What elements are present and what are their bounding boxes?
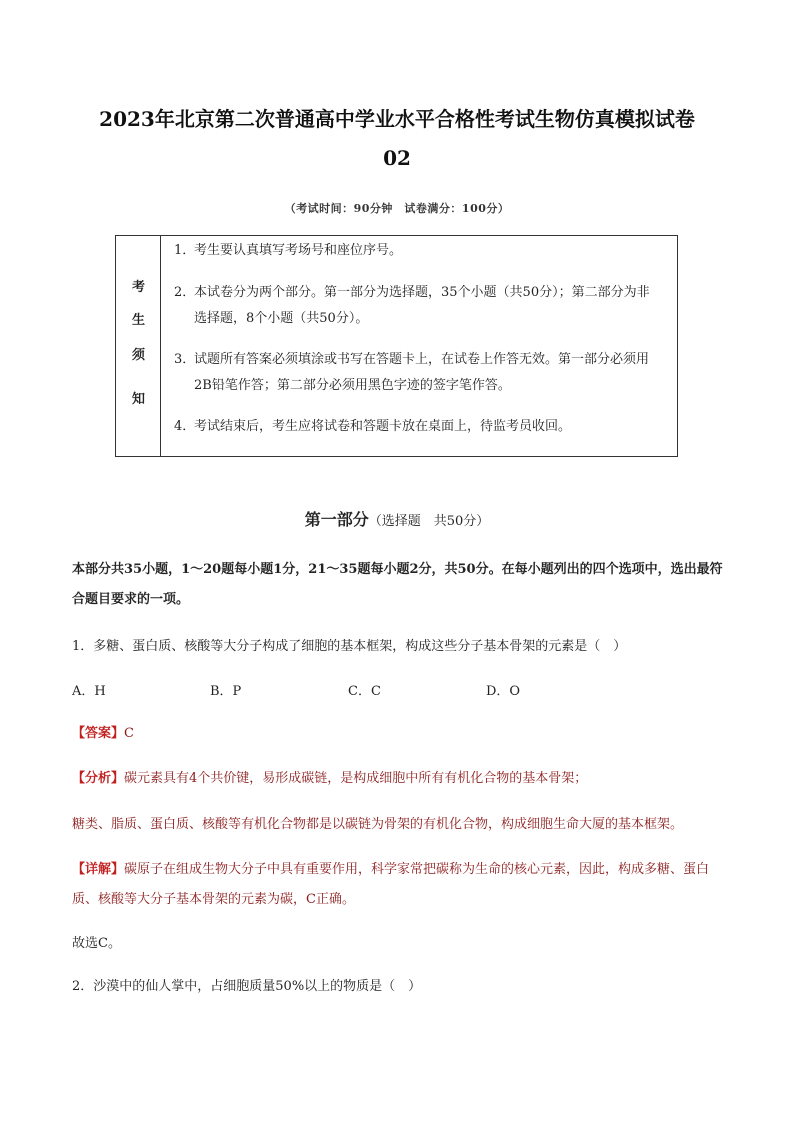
option-a: A．H <box>72 684 106 699</box>
analysis-text-continued: 糖类、脂质、蛋白质、核酸等有机化合物都是以碳链为骨架的有机化合物，构成细胞生命大厦的基本框架。 <box>72 817 684 832</box>
analysis-text: 碳元素具有4个共价键，易形成碳链，是构成细胞中所有有机化合物的基本骨架； <box>124 771 588 786</box>
notice-item-text: 考试结束后，考生应将试卷和答题卡放在桌面上，待监考员收回。 <box>194 419 572 434</box>
detail-tag: 【详解】 <box>72 862 125 877</box>
notice-item <box>174 347 664 399</box>
section-subtitle: （选择题 共50分） <box>368 514 490 529</box>
question-stem: 1．多糖、蛋白质、核酸等大分子构成了细胞的基本框架，构成这些分子基本骨架的元素是（ ） <box>72 639 627 654</box>
notice-item <box>174 280 664 332</box>
section-instructions: 本部分共35小题，1～20题每小题1分，21～35题每小题2分，共50分。在每小题列出的四个选项中，选出最符合题目要求的一项。 <box>72 562 723 607</box>
answer-line <box>72 719 732 749</box>
detail-paragraph <box>72 855 732 915</box>
document-title-suffix: 02 <box>383 146 411 170</box>
notice-heading <box>116 236 161 456</box>
candidate-notice-box <box>115 235 678 457</box>
document-title: 2023年北京第二次普通高中学业水平合格性考试生物仿真模拟试卷 <box>99 107 695 131</box>
notice-heading-char: 考 <box>131 280 145 295</box>
question-stem: 2．沙漠中的仙人掌中，占细胞质量50%以上的物质是（ ） <box>72 979 422 994</box>
notice-heading-char: 生 <box>131 313 145 328</box>
notice-item-number: 1． <box>174 243 196 258</box>
notice-item-text: 考生要认真填写考场号和座位序号。 <box>194 243 403 258</box>
analysis-tag: 【分析】 <box>72 771 125 786</box>
option-d: D．O <box>486 684 521 699</box>
conclusion: 故选C。 <box>72 936 121 951</box>
notice-item-text: 本试卷分为两个部分。第一部分为选择题，35个小题（共50分）；第二部分为非选择题，8个小题（共50分）。 <box>194 285 650 326</box>
section-heading <box>60 507 734 530</box>
notice-item-number: 2． <box>174 285 196 300</box>
analysis-line <box>72 764 732 794</box>
notice-heading-char: 须 <box>131 348 145 363</box>
notice-item-text: 试题所有答案必须填涂或书写在答题卡上，在试卷上作答无效。第一部分必须用2B铅笔作答；第二部分必须用黑色字迹的签字笔作答。 <box>194 352 650 393</box>
notice-item <box>174 238 664 264</box>
exam-meta: （考试时间：90分钟 试卷满分：100分） <box>284 202 510 215</box>
section-title: 第一部分 <box>304 510 369 529</box>
answer-tag: 【答案】 <box>72 726 125 741</box>
notice-item <box>174 414 664 440</box>
option-c: C．C <box>348 684 381 699</box>
notice-item-number: 4． <box>174 419 196 434</box>
answer-value: C <box>124 726 134 741</box>
detail-text: 碳原子在组成生物大分子中具有重要作用，科学家常把碳称为生命的核心元素，因此，构成多糖、蛋白质、核酸等大分子基本骨架的元素为碳，C正确。 <box>72 862 710 907</box>
notice-item-number: 3． <box>174 352 196 367</box>
option-b: B．P <box>210 684 242 699</box>
notice-heading-char: 知 <box>131 392 145 407</box>
